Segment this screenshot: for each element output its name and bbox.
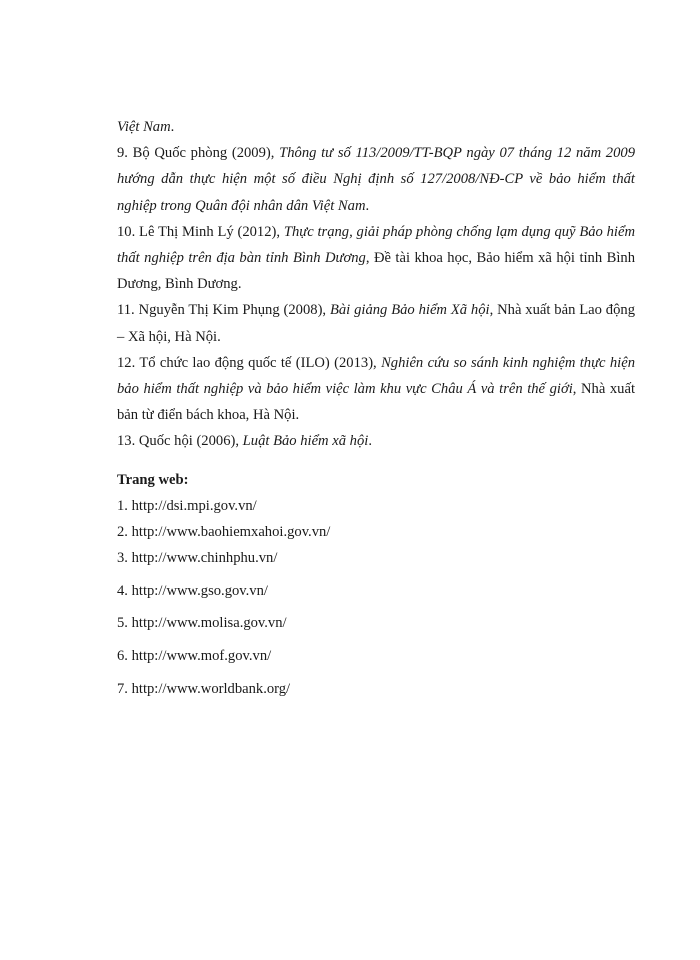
reference-entry <box>117 428 635 454</box>
reference-text: 9. Bộ Quốc phòng (2009), <box>117 145 280 162</box>
website-item[interactable]: 5. http://www.molisa.gov.vn/ <box>117 615 287 631</box>
websites-heading: Trang web: <box>117 472 189 488</box>
reference-text: , Nhà xuất bản Lao động – Xã hội, Hà Nội. <box>117 302 635 345</box>
website-item[interactable]: 6. http://www.mof.gov.vn/ <box>117 648 272 664</box>
reference-text: 12. Tổ chức lao động quốc tế (ILO) (2013), <box>117 354 382 371</box>
reference-title: Nghiên cứu so sánh kinh nghiệm thực hiện bảo hiểm thất nghiệp và bảo hiểm việc làm khu vực Châu Á và trên thế giới <box>117 354 635 398</box>
reference-entry <box>117 350 635 429</box>
reference-text: , Nhà xuất bản từ điển bách khoa, Hà Nội. <box>117 381 635 424</box>
reference-title: Thực trạng, giải pháp phòng chống lạm dụng quỹ Bảo hiểm thất nghiệp trên địa bàn tỉnh Bình Dương <box>117 223 635 267</box>
reference-title: Luật Bảo hiểm xã hội <box>242 433 369 450</box>
reference-entry <box>117 114 635 140</box>
reference-title: Bài giảng Bảo hiểm Xã hội <box>329 302 490 319</box>
website-item[interactable]: 7. http://www.worldbank.org/ <box>117 681 291 697</box>
website-item[interactable]: 2. http://www.baohiemxahoi.gov.vn/ <box>117 524 331 540</box>
reference-entry <box>117 297 635 349</box>
reference-entry <box>117 219 635 298</box>
reference-entry <box>117 140 635 219</box>
reference-title: Thông tư số 113/2009/TT-BQP ngày 07 tháng 12 năm 2009 hướng dẫn thực hiện một số điều Nghị định số 127/2008/NĐ-CP về bảo hiểm thất nghiệp trong Quân đội nhân dân Việt Nam <box>117 145 635 214</box>
reference-text: . <box>170 119 175 135</box>
reference-text: . <box>368 433 372 450</box>
reference-text: 11. Nguyễn Thị Kim Phụng (2008), <box>117 302 330 319</box>
reference-text: , Đề tài khoa học, Bảo hiểm xã hội tỉnh Bình Dương, Bình Dương. <box>117 250 635 293</box>
reference-text: 10. Lê Thị Minh Lý (2012), <box>117 223 284 240</box>
reference-text: 13. Quốc hội (2006), <box>117 433 243 450</box>
reference-list <box>117 114 635 455</box>
website-item[interactable]: 1. http://dsi.mpi.gov.vn/ <box>117 498 257 514</box>
website-item[interactable]: 4. http://www.gso.gov.vn/ <box>117 583 268 599</box>
website-item[interactable]: 3. http://www.chinhphu.vn/ <box>117 550 278 566</box>
reference-text: . <box>365 197 370 214</box>
reference-text: Việt Nam <box>117 119 171 135</box>
